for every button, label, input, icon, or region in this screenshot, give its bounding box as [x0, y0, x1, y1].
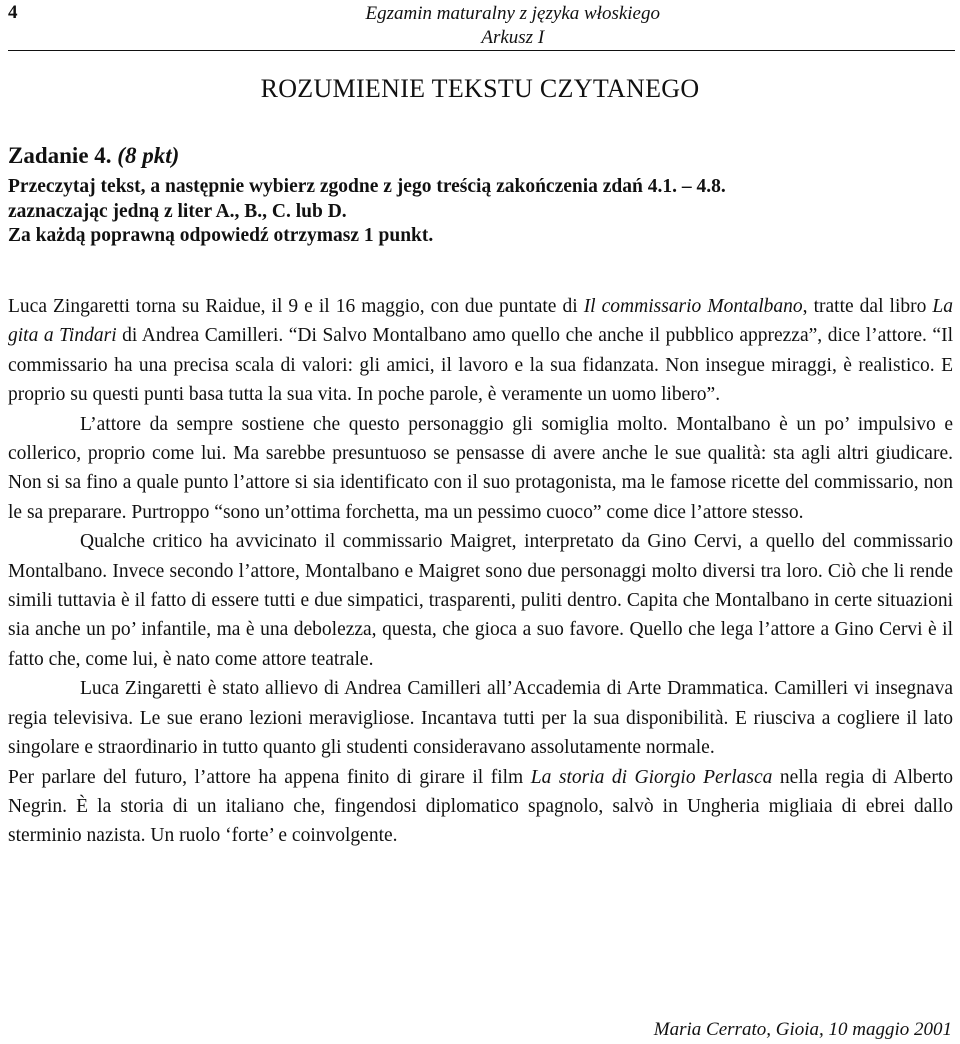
article-paragraph: L’attore da sempre sostiene che questo personaggio gli somiglia molto. Montalbano è un po’ impulsivo e collerico, proprio come lui. Ma sarebbe presuntuoso se pensasse di avere anche le sue qualità: sta agli altri giudicare. Non si sa fino a quale punto l’attore si sia identificato con il suo protagonista, ma le famose ricette del commissario, non le sa preparare. Purtroppo “sono un’ottima forchetta, ma un pessimo cuoco” come dice l’attore stesso. — [8, 413, 953, 523]
task-label: Zadanie 4. — [8, 143, 112, 168]
article-paragraph: Qualche critico ha avvicinato il commissario Maigret, interpretato da Gino Cervi, a quello del commissario Montalbano. Invece secondo l’attore, Montalbano e Maigret sono due personaggi molto diversi tra loro. Ciò che li rende simili tuttavia è il fatto di essere tutti e due simpatici, trasparenti, puliti dentro. Capita che Montalbano in certe situazioni sia anche un po’ infantile, ma è una debolezza, questa, che gioca a suo favore. Quello che lega l’attore a Gino Cervi è il fatto che, come lui, è nato come attore teatrale. — [8, 531, 953, 670]
article-paragraph: Luca Zingaretti è stato allievo di Andrea Camilleri all’Accademia di Arte Drammatica. Camilleri vi insegnava regia televisiva. Le sue erano lezioni meravigliose. Incantava tutti per la sua disponibilità. E riusciva a cogliere il lato singolare e straordinario in tutto quanto gli studenti consideravano assolutamente normale. — [8, 678, 953, 759]
book-title: La gita a Tindari — [8, 296, 953, 347]
sheet-label: Arkusz I — [481, 27, 545, 48]
text-run: nella regia di Alberto Negrin. È la storia di un italiano che, fingendosi diplomatico spagnolo, salvò in Ungheria migliaia di ebrei dallo sterminio nazista. Un ruolo ‘forte’ e coinvolgente. — [8, 766, 953, 847]
task-points: (8 pkt) — [117, 143, 180, 168]
task-heading — [8, 143, 179, 169]
article-paragraph — [8, 763, 953, 851]
instruction-line: zaznaczając jedną z liter A., B., C. lub D. — [8, 200, 347, 222]
instruction-line: Za każdą poprawną odpowiedź otrzymasz 1 punkt. — [8, 225, 434, 246]
text-run: Luca Zingaretti torna su Raidue, il 9 e il 16 maggio, con due puntate di — [8, 296, 584, 317]
page-header — [366, 2, 660, 50]
article-paragraph — [8, 292, 953, 410]
section-title: ROZUMIENIE TEKSTU CZYTANEGO — [260, 74, 700, 103]
text-run: Per parlare del futuro, l’attore ha appena finito di girare il film — [8, 766, 531, 788]
instruction-line: Przeczytaj tekst, a następnie wybierz zgodne z jego treścią zakończenia zdań 4.1. – 4.8. — [8, 176, 726, 197]
page-number: 4 — [8, 2, 18, 23]
article-text — [8, 292, 953, 851]
text-run: di Andrea Camilleri. “Di Salvo Montalbano amo quello che anche il pubblico apprezza”, dice l’attore. “Il commissario ha una precisa scala di valori: gli amici, il lavoro e la sua fidanzata. Non insegue miraggi, è realistico. E proprio su questi punti basa tutta la sua vita. In poche parole, è veramente un uomo libero”. — [8, 325, 953, 406]
task-instructions — [8, 175, 953, 249]
text-run: , tratte dal libro — [802, 296, 933, 317]
exam-title: Egzamin maturalny z języka włoskiego — [365, 3, 660, 24]
header-divider — [8, 50, 955, 51]
article-source: Maria Cerrato, Gioia, 10 maggio 2001 — [653, 1019, 952, 1040]
film-title: La storia di Giorgio Perlasca — [530, 766, 773, 788]
series-title: Il commissario Montalbano — [583, 296, 803, 317]
